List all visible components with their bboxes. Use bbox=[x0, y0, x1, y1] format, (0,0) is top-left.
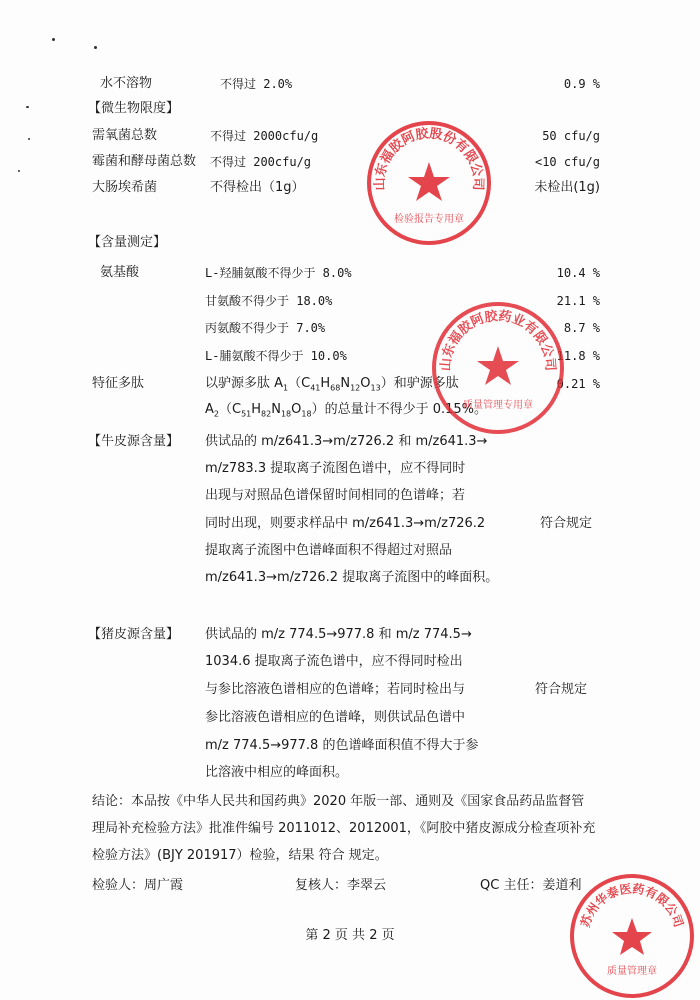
conclusion-line: 检验方法》(BJY 201917）检验，结果 符合 规定。 bbox=[92, 848, 388, 863]
svg-text:苏州华泰医药有限公司: 苏州华泰医药有限公司 bbox=[578, 881, 686, 929]
amino-result: 21.1 % bbox=[556, 294, 600, 308]
porcine-line: 1034.6 提取离子流色谱中，应不得同时检出 bbox=[205, 654, 463, 669]
micro-name: 需氧菌总数 bbox=[92, 128, 158, 143]
svg-text:山东福胶阿胶股份有限公司: 山东福胶阿胶股份有限公司 bbox=[372, 126, 486, 191]
amino-result: 11.8 % bbox=[556, 349, 600, 363]
peptide-label: 特征多肽 bbox=[92, 376, 145, 391]
bovine-line: 提取离子流图中色谱峰面积不得超过对照品 bbox=[205, 543, 453, 558]
company-seal-inspection-stamp bbox=[364, 118, 494, 248]
amino-standard: L-脯氨酸不得少于 10.0% bbox=[205, 349, 347, 363]
amino-standard: L-羟脯氨酸不得少于 8.0% bbox=[205, 266, 352, 280]
bovine-line: m/z783.3 提取离子流图色谱中，应不得同时 bbox=[205, 461, 466, 476]
bovine-line: 出现与对照品色谱保留时间相同的色谱峰；若 bbox=[205, 488, 466, 503]
inspector-signature: 检验人：周广霞 bbox=[92, 878, 184, 893]
peptide-result: 0.21 % bbox=[556, 377, 600, 391]
svg-text:质量管理专用章: 质量管理专用章 bbox=[463, 400, 533, 411]
conclusion-line: 理局补充检验方法》批准件编号 2011012、2012001，《阿胶中猪皮源成分检查项补充 bbox=[92, 821, 596, 836]
micro-result: 50 cfu/g bbox=[542, 129, 600, 143]
micro-standard: 不得过 200cfu/g bbox=[210, 155, 312, 169]
svg-text:山东福胶阿胶药业有限公司: 山东福胶阿胶药业有限公司 bbox=[438, 308, 558, 372]
amino-label: 氨基酸 bbox=[100, 265, 140, 280]
svg-text:检验报告专用章: 检验报告专用章 bbox=[394, 214, 464, 225]
scan-speck bbox=[26, 106, 29, 108]
page-number: 第 2 页 共 2 页 bbox=[305, 928, 395, 943]
micro-standard: 不得检出（1g） bbox=[210, 180, 305, 195]
micro-standard: 不得过 2000cfu/g bbox=[210, 129, 319, 143]
bovine-line: 同时出现，则要求样品中 m/z641.3→m/z726.2 bbox=[205, 516, 486, 531]
scan-speck bbox=[18, 170, 20, 172]
amino-standard: 甘氨酸不得少于 18.0% bbox=[205, 294, 333, 308]
micro-result: 未检出(1g) bbox=[534, 180, 600, 195]
assay-heading: 【含量测定】 bbox=[88, 235, 167, 250]
porcine-result: 符合规定 bbox=[535, 682, 588, 697]
micro-name: 霉菌和酵母菌总数 bbox=[92, 154, 197, 169]
micro-heading: 【微生物限度】 bbox=[88, 101, 180, 116]
porcine-line: 供试品的 m/z 774.5→977.8 和 m/z 774.5→ bbox=[205, 627, 472, 642]
peptide-line-2: $A_2(C_{51}H_{82}N_{18}O_{18})$的总量计不得少于 0.15%。 bbox=[205, 402, 488, 419]
amino-result: 10.4 % bbox=[556, 266, 600, 280]
reviewer-signature: 复核人：李翠云 bbox=[295, 878, 387, 893]
bovine-label: 【牛皮源含量】 bbox=[88, 434, 180, 449]
scan-speck bbox=[28, 138, 30, 140]
peptide-line-1: 以驴源多肽 $A_1(C_{41}H_{68}N_{12}O_{13})$和驴源多肽 bbox=[205, 376, 459, 393]
amino-result: 8.7 % bbox=[563, 321, 600, 335]
porcine-line: m/z 774.5→977.8 的色谱峰面积值不得大于参 bbox=[205, 738, 479, 753]
bovine-line: 供试品的 m/z641.3→m/z726.2 和 m/z641.3→ bbox=[205, 434, 488, 449]
conclusion-line: 结论：本品按《中华人民共和国药典》2020 年版一部、通则及《国家食品药品监督管 bbox=[92, 794, 585, 809]
porcine-line: 比溶液中相应的峰面积。 bbox=[205, 765, 349, 780]
bovine-line: m/z641.3→m/z726.2 提取离子流图中的峰面积。 bbox=[205, 570, 499, 585]
scan-speck bbox=[52, 38, 55, 41]
water-insoluble-standard: 不得过 2.0% bbox=[220, 77, 293, 91]
scan-speck bbox=[94, 46, 97, 49]
svg-text:质量管理章: 质量管理章 bbox=[607, 966, 657, 977]
qc-signature: QC 主任：姜道利 bbox=[480, 878, 582, 893]
water-insoluble-name: 水不溶物 bbox=[100, 76, 153, 91]
porcine-label: 【猪皮源含量】 bbox=[88, 627, 180, 642]
water-insoluble-result: 0.9 % bbox=[563, 77, 600, 91]
amino-standard: 丙氨酸不得少于 7.0% bbox=[205, 321, 326, 335]
micro-name: 大肠埃希菌 bbox=[92, 180, 158, 195]
bovine-result: 符合规定 bbox=[540, 516, 593, 531]
porcine-line: 参比溶液色谱相应的色谱峰，则供试品色谱中 bbox=[205, 710, 466, 725]
micro-result: <10 cfu/g bbox=[534, 155, 600, 169]
porcine-line: 与参比溶液色谱相应的色谱峰；若同时检出与 bbox=[205, 682, 466, 697]
